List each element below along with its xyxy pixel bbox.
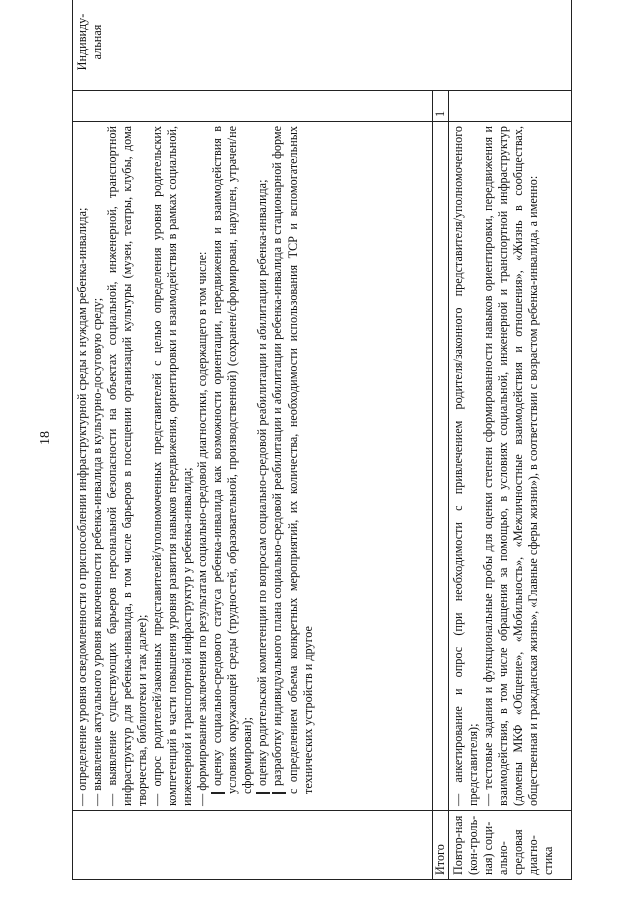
sub-list-item: разработку индивидуального плана социально-средовой реабилитации и абилитации ребенка-инвалида в стационарной форме с определением объема конкретных мероприятий, их количества, необходимости использования ТСР и вспомогательных технических устройств и другое xyxy=(270,126,315,794)
total-label: Итого xyxy=(433,811,449,880)
list-item: — опрос родителей/законных представителей/уполномоченных представителей с целью определения уровня родительских компетенций в части повышения уровня развития навыков передвижения, ориентировки и взаимодействия в рамках социальной, инженерной и транспортной инфраструктур у ребенка-инвалида; xyxy=(150,126,194,806)
list-item: — формирование заключения по результатам социально-средовой диагностики, содержащего в том числе: xyxy=(195,251,209,806)
total-content xyxy=(433,122,449,811)
page-number: 18 xyxy=(38,431,53,445)
sub-list-item: оценку социально-средового статуса ребенка-инвалида как возможности ориентации, передвижения и взаимодействия в условиях окружающей среды (трудностей, образовательной, производственной) (сохранен/сформирован, нарушен, утрачен/не сформирован); xyxy=(210,126,255,794)
row2-title: Повтор-ная (кон-троль-ная) соци-ально-средовая диагно-стика xyxy=(449,811,572,880)
bullet-mark xyxy=(272,792,286,794)
bullet-mark xyxy=(211,792,225,794)
row1-col3 xyxy=(73,91,433,122)
list-item: — анкетирование и опрос (при необходимости с привлечением родителя/законного представителя/уполномоченного представителя); xyxy=(451,126,480,806)
program-table xyxy=(72,0,572,880)
bullet-mark xyxy=(256,792,270,794)
list-item: — определение уровня осведомленности о приспособлении инфраструктурной среды к нуждам ребенка-инвалида; xyxy=(75,207,89,806)
table-row xyxy=(73,0,433,880)
row2-content xyxy=(449,122,572,811)
table-row-total xyxy=(433,0,449,880)
row1-col1 xyxy=(73,811,433,880)
list-item: — тестовые задания и функциональные пробы для оценки степени сформированности навыков ориентировки, передвижения и взаимодействия, в том числе обращения за помощью, в условиях социальной, инженерной и транспортной инфраструктур (домены МКФ «Общение», «Мобильность», «Межличностные взаимодействия и отношения», «Жизнь в сообществах, общественная и гражданская жизнь», «Главные сферы жизни»), в соответствии с возрастом ребенка-инвалида, а именно: xyxy=(481,126,540,806)
row2-col3 xyxy=(449,91,572,122)
rotated-table-wrapper xyxy=(72,13,572,880)
total-count: 1 xyxy=(433,91,449,122)
form-cell: Индивиду-альная xyxy=(73,0,572,91)
list-item: — выявление актуального уровня включенности ребенка-инвалида в культурно-досуговую среду; xyxy=(90,297,104,806)
sub-list-item: оценку родительской компетенции по вопросам социально-средовой реабилитации и абилитации ребенка-инвалида; xyxy=(255,126,270,806)
list-item: — выявление существующих барьеров персональной безопасности на объектах социальной, инженерной, транспортной инфраструктур для ребенка-инвалида, в том числе барьеров в посещении организаций культуры (музеи, театры, клубы, дома творчества, библиотеки и так далее); xyxy=(105,126,149,806)
table-row xyxy=(449,0,572,880)
row1-content xyxy=(73,122,433,811)
